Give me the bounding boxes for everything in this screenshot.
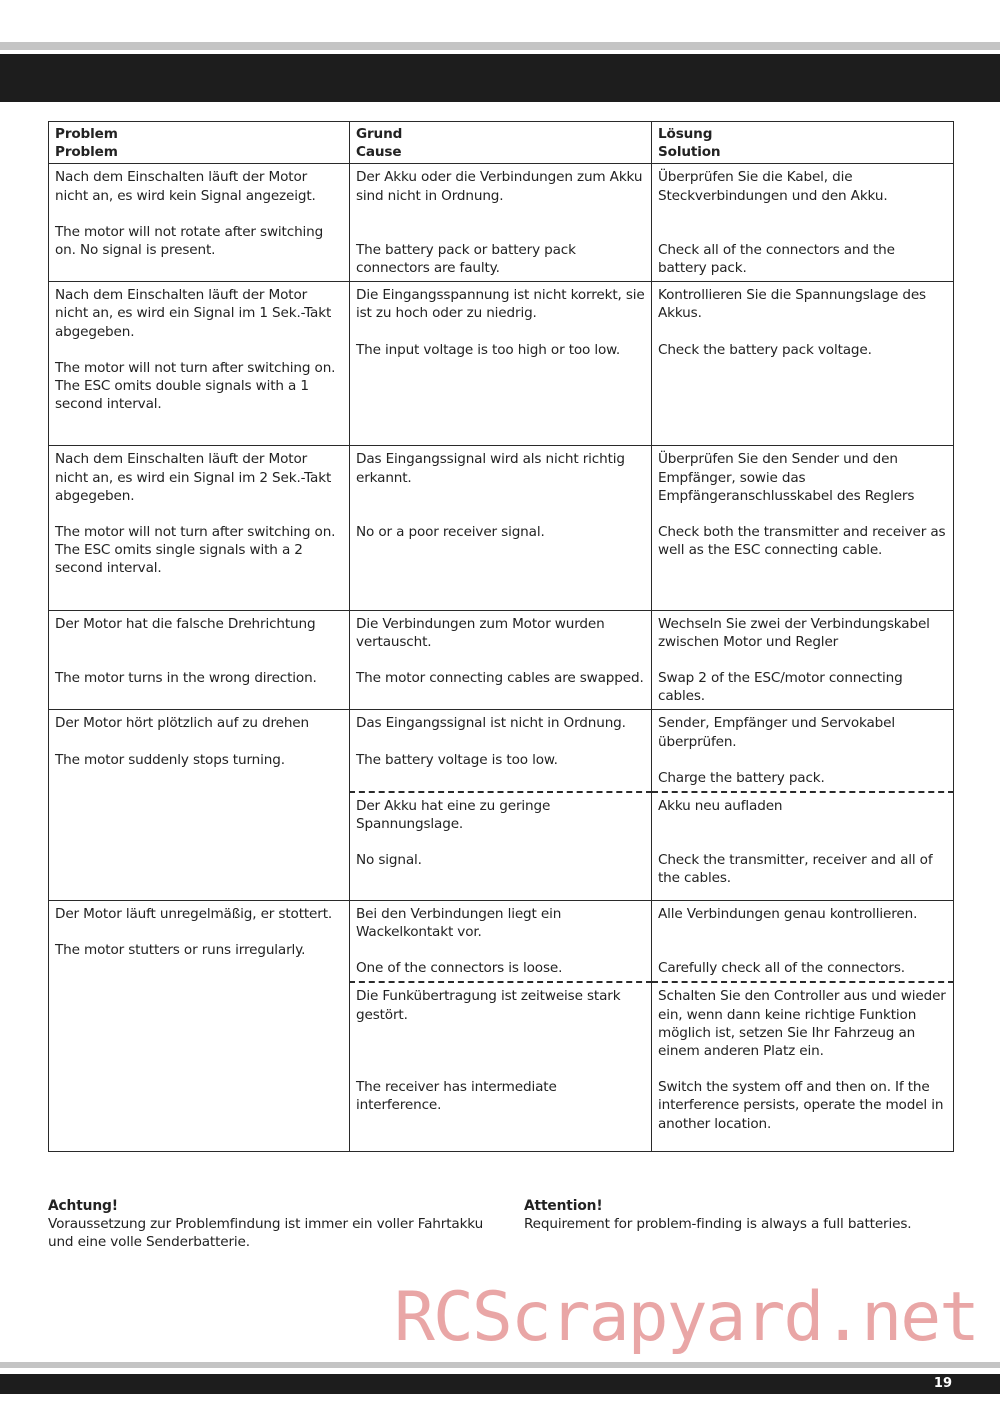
cause-de: Die Eingangsspannung ist nicht korrekt, sie ist zu hoch oder zu niedrig.: [356, 287, 645, 322]
cause-en: The battery pack or battery pack connectors are faulty.: [356, 241, 576, 277]
table-row: [49, 710, 954, 792]
header-gray-stripe: [0, 42, 1000, 50]
solution-cell: [652, 982, 954, 1151]
solution-de: Sender, Empfänger und Servokabel überprüfen.: [658, 715, 895, 750]
problem-en: The motor will not turn after switching on. The ESC omits double signals with a 1 second interval.: [55, 359, 336, 413]
cause-cell: [350, 282, 652, 446]
cause-de: Der Akku oder die Verbindungen zum Akku sind nicht in Ordnung.: [356, 169, 643, 204]
cause-en: The motor connecting cables are swapped.: [356, 670, 644, 687]
note-english-title: Attention!: [524, 1198, 603, 1214]
table-row: [49, 900, 954, 982]
cause-cell: [350, 982, 652, 1151]
table-header-row: [49, 122, 954, 164]
cause-de: Das Eingangssignal wird als nicht richtig erkannt.: [356, 451, 625, 486]
cause-cell: [350, 710, 652, 792]
troubleshooting-table: [48, 121, 954, 1152]
solution-de: Kontrollieren Sie die Spannungslage des Akkus.: [658, 287, 926, 322]
solution-cell: [652, 900, 954, 982]
header-cause-en: Cause: [356, 144, 402, 161]
note-german: [48, 1197, 488, 1251]
solution-en: Check the battery pack voltage.: [658, 341, 872, 358]
cause-de: Das Eingangssignal ist nicht in Ordnung.: [356, 715, 626, 732]
header-cause: [350, 122, 652, 164]
solution-en: Check both the transmitter and receiver as well as the ESC connecting cable.: [658, 524, 946, 559]
problem-en: The motor will not rotate after switching on. No signal is present.: [55, 223, 324, 259]
cause-de: Bei den Verbindungen liegt ein Wackelkontakt vor.: [356, 905, 562, 940]
cause-en: The battery voltage is too low.: [356, 751, 558, 768]
solution-en: Carefully check all of the connectors.: [658, 959, 905, 976]
problem-cell: [49, 282, 350, 446]
solution-de: Wechseln Sie zwei der Verbindungskabel zwischen Motor und Regler: [658, 615, 930, 650]
header-problem-en: Problem: [55, 144, 118, 161]
problem-en: The motor suddenly stops turning.: [55, 751, 285, 768]
problem-cell: [49, 446, 350, 610]
note-german-text: Voraussetzung zur Problemfindung ist immer ein voller Fahrtakku und eine volle Senderbatterie.: [48, 1216, 484, 1250]
solution-en: Check all of the connectors and the battery pack.: [658, 241, 895, 277]
cause-cell: [350, 164, 652, 282]
cause-cell: [350, 900, 652, 982]
note-english: [524, 1197, 954, 1233]
solution-de: Akku neu aufladen: [658, 798, 783, 815]
cause-cell: [350, 446, 652, 610]
problem-de: Der Motor hat die falsche Drehrichtung: [55, 615, 316, 632]
solution-cell: [652, 710, 954, 792]
table-row: [49, 282, 954, 446]
header-black-bar: [0, 54, 1000, 102]
solution-en: Switch the system off and then on. If the interference persists, operate the model in another location.: [658, 1079, 944, 1132]
header-solution: [652, 122, 954, 164]
problem-de: Der Motor läuft unregelmäßig, er stottert.: [55, 905, 333, 922]
solution-de: Überprüfen Sie die Kabel, die Steckverbindungen und den Akku.: [658, 169, 888, 204]
table-row: [49, 164, 954, 282]
problem-de: Der Motor hört plötzlich auf zu drehen: [55, 715, 309, 732]
header-solution-de: Lösung: [658, 126, 713, 142]
solution-de: Schalten Sie den Controller aus und wieder ein, wenn dann keine richtige Funktion möglich ist, setzen Sie Ihr Fahrzeug an einem anderen Platz ein.: [658, 988, 946, 1059]
footer-black-bar: [0, 1374, 1000, 1394]
solution-cell: [652, 164, 954, 282]
problem-de: Nach dem Einschalten läuft der Motor nicht an, es wird ein Signal im 2 Sek.-Takt abgegeben.: [55, 451, 332, 504]
problem-cell: [49, 900, 350, 1151]
table-row: [49, 610, 954, 710]
cause-de: Der Akku hat eine zu geringe Spannungslage.: [356, 798, 551, 833]
cause-en: No or a poor receiver signal.: [356, 523, 545, 540]
header-cause-de: Grund: [356, 126, 403, 142]
solution-en: Charge the battery pack.: [658, 769, 825, 786]
header-problem: [49, 122, 350, 164]
cause-en: The receiver has intermediate interference.: [356, 1078, 557, 1113]
problem-cell: [49, 164, 350, 282]
header-problem-de: Problem: [55, 126, 118, 142]
watermark: RCScrapyard.net: [394, 1278, 979, 1357]
cause-en: No signal.: [356, 852, 422, 869]
cause-de: Die Verbindungen zum Motor wurden vertauscht.: [356, 615, 605, 650]
problem-en: The motor turns in the wrong direction.: [55, 669, 317, 686]
solution-cell: [652, 446, 954, 610]
solution-cell: [652, 282, 954, 446]
table-row: [49, 446, 954, 610]
problem-de: Nach dem Einschalten läuft der Motor nicht an, es wird ein Signal im 1 Sek.-Takt abgegeben.: [55, 287, 332, 340]
problem-cell: [49, 710, 350, 900]
solution-cell: [652, 792, 954, 900]
cause-cell: [350, 792, 652, 900]
cause-de: Die Funkübertragung ist zeitweise stark gestört.: [356, 988, 621, 1023]
page-number: 19: [933, 1376, 952, 1391]
solution-en: Check the transmitter, receiver and all of the cables.: [658, 852, 933, 887]
note-german-title: Achtung!: [48, 1198, 118, 1214]
problem-en: The motor stutters or runs irregularly.: [55, 941, 306, 958]
header-solution-en: Solution: [658, 144, 721, 161]
problem-cell: [49, 610, 350, 710]
footer-gray-stripe: [0, 1362, 1000, 1368]
solution-en: Swap 2 of the ESC/motor connecting cables.: [658, 670, 903, 705]
note-english-text: Requirement for problem-finding is always a full batteries.: [524, 1216, 912, 1232]
problem-en: The motor will not turn after switching on. The ESC omits single signals with a 2 second interval.: [55, 524, 336, 577]
solution-cell: [652, 610, 954, 710]
cause-en: One of the connectors is loose.: [356, 960, 563, 977]
cause-cell: [350, 610, 652, 710]
solution-de: Überprüfen Sie den Sender und den Empfänger, sowie das Empfängeranschlusskabel des Reglers: [658, 451, 915, 504]
problem-de: Nach dem Einschalten läuft der Motor nicht an, es wird kein Signal angezeigt.: [55, 169, 316, 204]
cause-en: The input voltage is too high or too low.: [356, 341, 621, 358]
solution-de: Alle Verbindungen genau kontrollieren.: [658, 905, 918, 922]
